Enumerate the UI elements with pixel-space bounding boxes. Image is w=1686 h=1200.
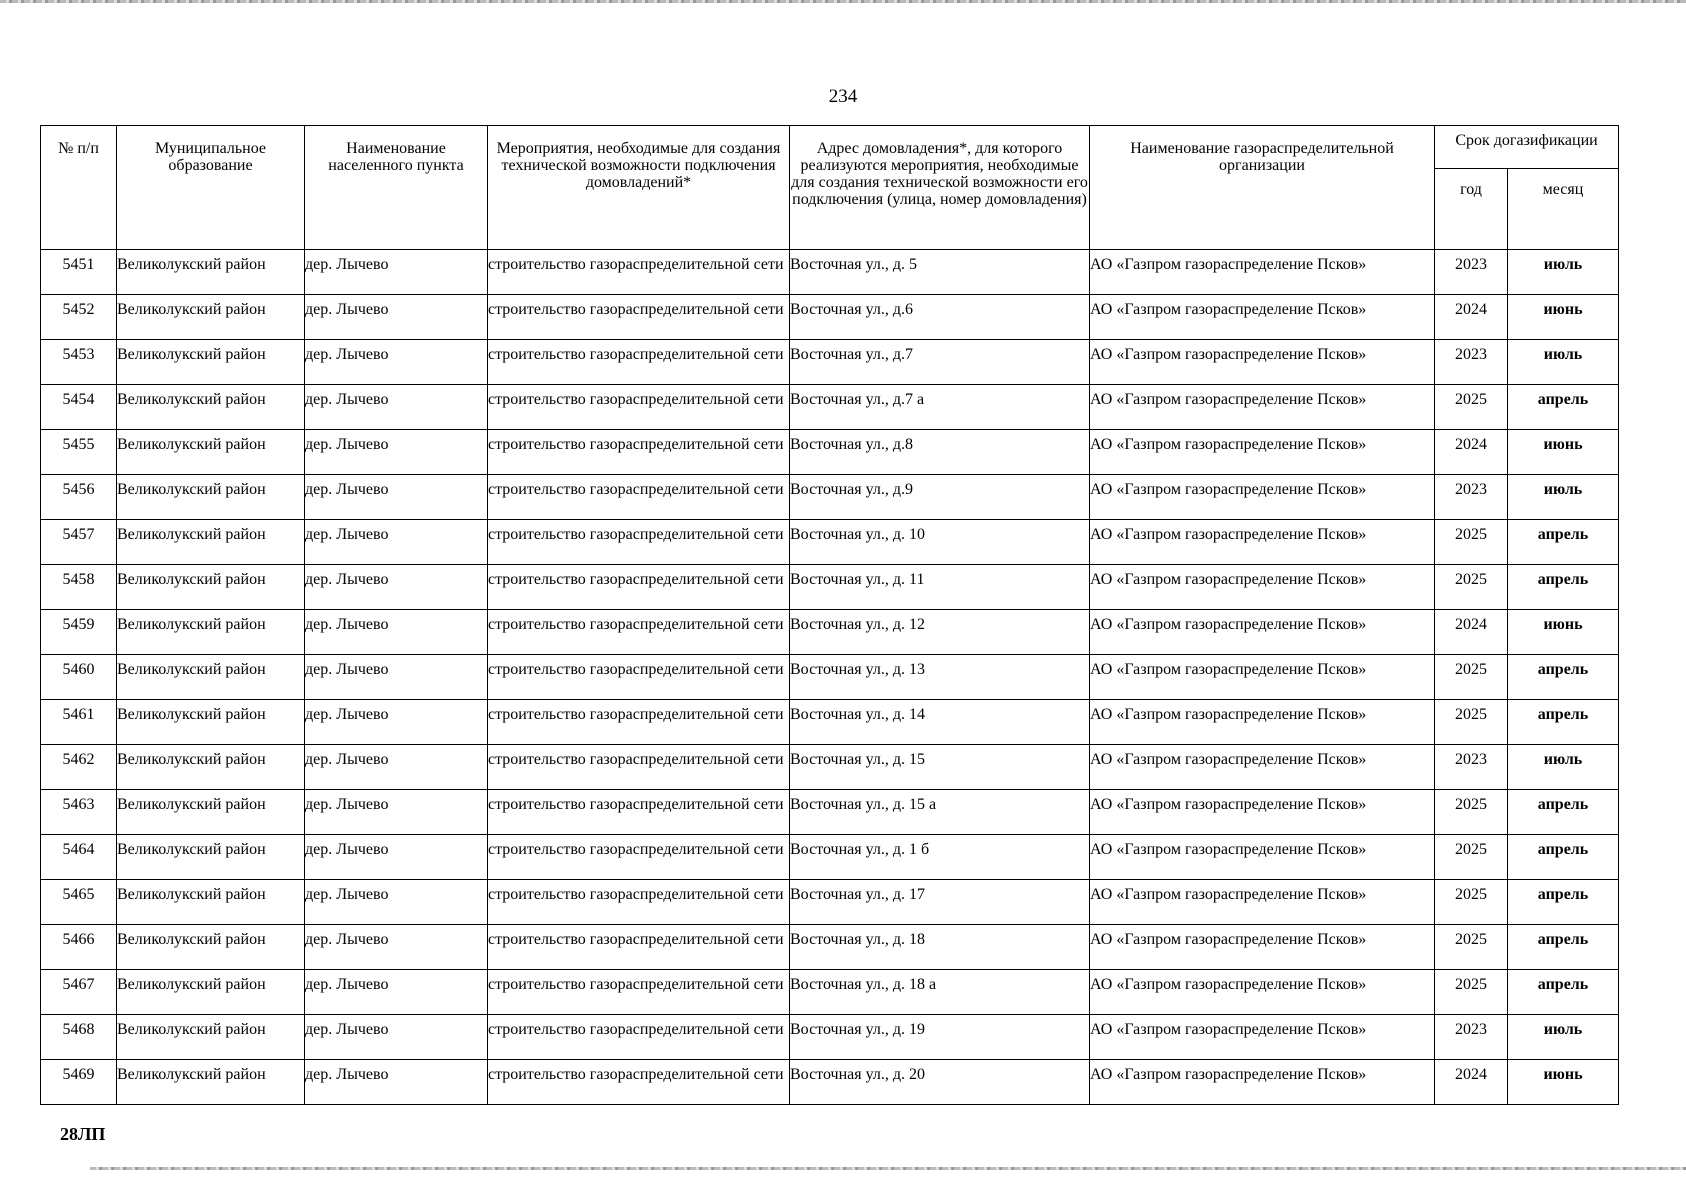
cell-municipality: Великолукский район — [117, 1015, 305, 1060]
cell-municipality: Великолукский район — [117, 385, 305, 430]
cell-settlement: дер. Лычево — [305, 475, 488, 520]
cell-num: 5469 — [41, 1060, 117, 1105]
gasification-table — [40, 125, 1619, 1105]
cell-num: 5452 — [41, 295, 117, 340]
cell-address: Восточная ул., д. 14 — [790, 700, 1090, 745]
cell-year: 2024 — [1435, 610, 1508, 655]
cell-settlement: дер. Лычево — [305, 295, 488, 340]
cell-organization: АО «Газпром газораспределение Псков» — [1090, 1060, 1435, 1105]
cell-municipality: Великолукский район — [117, 745, 305, 790]
cell-measure: строительство газораспределительной сети — [488, 1060, 790, 1105]
cell-month: июль — [1508, 250, 1619, 295]
cell-month: апрель — [1508, 565, 1619, 610]
cell-address: Восточная ул., д. 11 — [790, 565, 1090, 610]
cell-settlement: дер. Лычево — [305, 340, 488, 385]
table-row — [41, 1015, 1619, 1060]
cell-municipality: Великолукский район — [117, 790, 305, 835]
header-num: № п/п — [41, 126, 117, 250]
cell-organization: АО «Газпром газораспределение Псков» — [1090, 295, 1435, 340]
cell-address: Восточная ул., д. 12 — [790, 610, 1090, 655]
cell-month: апрель — [1508, 925, 1619, 970]
cell-measure: строительство газораспределительной сети — [488, 835, 790, 880]
cell-municipality: Великолукский район — [117, 250, 305, 295]
cell-settlement: дер. Лычево — [305, 1015, 488, 1060]
cell-address: Восточная ул., д. 5 — [790, 250, 1090, 295]
cell-year: 2024 — [1435, 295, 1508, 340]
cell-measure: строительство газораспределительной сети — [488, 520, 790, 565]
cell-measure: строительство газораспределительной сети — [488, 610, 790, 655]
cell-organization: АО «Газпром газораспределение Псков» — [1090, 835, 1435, 880]
table-row — [41, 430, 1619, 475]
cell-measure: строительство газораспределительной сети — [488, 475, 790, 520]
cell-num: 5468 — [41, 1015, 117, 1060]
cell-month: июль — [1508, 1015, 1619, 1060]
cell-month: июнь — [1508, 610, 1619, 655]
header-month: месяц — [1508, 169, 1619, 250]
cell-address: Восточная ул., д.9 — [790, 475, 1090, 520]
cell-organization: АО «Газпром газораспределение Псков» — [1090, 970, 1435, 1015]
table-row — [41, 565, 1619, 610]
page-number: 234 — [828, 86, 858, 107]
cell-measure: строительство газораспределительной сети — [488, 655, 790, 700]
cell-month: апрель — [1508, 385, 1619, 430]
cell-settlement: дер. Лычево — [305, 880, 488, 925]
cell-year: 2025 — [1435, 565, 1508, 610]
cell-measure: строительство газораспределительной сети — [488, 340, 790, 385]
cell-measure: строительство газораспределительной сети — [488, 250, 790, 295]
cell-municipality: Великолукский район — [117, 340, 305, 385]
table-row — [41, 520, 1619, 565]
cell-num: 5459 — [41, 610, 117, 655]
cell-address: Восточная ул., д. 18 — [790, 925, 1090, 970]
cell-address: Восточная ул., д. 1 б — [790, 835, 1090, 880]
header-year: год — [1435, 169, 1508, 250]
cell-address: Восточная ул., д. 19 — [790, 1015, 1090, 1060]
cell-organization: АО «Газпром газораспределение Псков» — [1090, 700, 1435, 745]
table-row — [41, 340, 1619, 385]
table-row — [41, 745, 1619, 790]
cell-organization: АО «Газпром газораспределение Псков» — [1090, 565, 1435, 610]
cell-year: 2024 — [1435, 1060, 1508, 1105]
cell-year: 2024 — [1435, 430, 1508, 475]
cell-settlement: дер. Лычево — [305, 565, 488, 610]
scan-edge-bottom — [90, 1167, 1686, 1170]
cell-municipality: Великолукский район — [117, 610, 305, 655]
cell-measure: строительство газораспределительной сети — [488, 565, 790, 610]
cell-organization: АО «Газпром газораспределение Псков» — [1090, 1015, 1435, 1060]
table-row — [41, 700, 1619, 745]
cell-settlement: дер. Лычево — [305, 655, 488, 700]
cell-num: 5456 — [41, 475, 117, 520]
cell-municipality: Великолукский район — [117, 565, 305, 610]
cell-address: Восточная ул., д. 15 — [790, 745, 1090, 790]
cell-measure: строительство газораспределительной сети — [488, 880, 790, 925]
cell-municipality: Великолукский район — [117, 655, 305, 700]
cell-address: Восточная ул., д. 10 — [790, 520, 1090, 565]
cell-address: Восточная ул., д. 13 — [790, 655, 1090, 700]
cell-municipality: Великолукский район — [117, 430, 305, 475]
cell-measure: строительство газораспределительной сети — [488, 295, 790, 340]
cell-address: Восточная ул., д. 20 — [790, 1060, 1090, 1105]
cell-month: апрель — [1508, 880, 1619, 925]
cell-year: 2025 — [1435, 880, 1508, 925]
header-deadline: Срок догазификации — [1435, 126, 1619, 169]
cell-year: 2023 — [1435, 1015, 1508, 1060]
table-row — [41, 790, 1619, 835]
cell-measure: строительство газораспределительной сети — [488, 745, 790, 790]
header-address: Адрес домовладения*, для которого реализуются мероприятия, необходимые для создания технической возможности его подключения (улица, номер домовладения) — [790, 126, 1090, 250]
cell-organization: АО «Газпром газораспределение Псков» — [1090, 475, 1435, 520]
cell-organization: АО «Газпром газораспределение Псков» — [1090, 790, 1435, 835]
cell-num: 5464 — [41, 835, 117, 880]
table-row — [41, 250, 1619, 295]
footer-code: 28ЛП — [60, 1124, 106, 1144]
table-row — [41, 835, 1619, 880]
cell-month: апрель — [1508, 700, 1619, 745]
scan-edge-top — [0, 0, 1686, 3]
cell-year: 2025 — [1435, 655, 1508, 700]
cell-settlement: дер. Лычево — [305, 250, 488, 295]
cell-organization: АО «Газпром газораспределение Псков» — [1090, 745, 1435, 790]
cell-measure: строительство газораспределительной сети — [488, 970, 790, 1015]
cell-municipality: Великолукский район — [117, 970, 305, 1015]
cell-settlement: дер. Лычево — [305, 925, 488, 970]
cell-num: 5462 — [41, 745, 117, 790]
cell-municipality: Великолукский район — [117, 925, 305, 970]
cell-municipality: Великолукский район — [117, 295, 305, 340]
cell-num: 5466 — [41, 925, 117, 970]
cell-organization: АО «Газпром газораспределение Псков» — [1090, 520, 1435, 565]
cell-organization: АО «Газпром газораспределение Псков» — [1090, 385, 1435, 430]
cell-month: июль — [1508, 475, 1619, 520]
cell-year: 2025 — [1435, 790, 1508, 835]
cell-year: 2025 — [1435, 970, 1508, 1015]
cell-organization: АО «Газпром газораспределение Псков» — [1090, 340, 1435, 385]
table-row — [41, 475, 1619, 520]
cell-num: 5467 — [41, 970, 117, 1015]
table-row — [41, 970, 1619, 1015]
cell-year: 2023 — [1435, 745, 1508, 790]
cell-month: апрель — [1508, 655, 1619, 700]
cell-address: Восточная ул., д.7 а — [790, 385, 1090, 430]
cell-measure: строительство газораспределительной сети — [488, 700, 790, 745]
header-municipality: Муниципальное образование — [117, 126, 305, 250]
cell-municipality: Великолукский район — [117, 1060, 305, 1105]
cell-measure: строительство газораспределительной сети — [488, 430, 790, 475]
cell-num: 5458 — [41, 565, 117, 610]
cell-num: 5451 — [41, 250, 117, 295]
table-row — [41, 610, 1619, 655]
cell-year: 2023 — [1435, 475, 1508, 520]
cell-settlement: дер. Лычево — [305, 1060, 488, 1105]
table-row — [41, 1060, 1619, 1105]
cell-month: июнь — [1508, 1060, 1619, 1105]
cell-year: 2025 — [1435, 925, 1508, 970]
cell-address: Восточная ул., д.6 — [790, 295, 1090, 340]
cell-measure: строительство газораспределительной сети — [488, 790, 790, 835]
cell-num: 5454 — [41, 385, 117, 430]
cell-settlement: дер. Лычево — [305, 835, 488, 880]
cell-year: 2023 — [1435, 340, 1508, 385]
cell-organization: АО «Газпром газораспределение Псков» — [1090, 610, 1435, 655]
cell-municipality: Великолукский район — [117, 520, 305, 565]
cell-month: июнь — [1508, 430, 1619, 475]
cell-year: 2025 — [1435, 835, 1508, 880]
cell-organization: АО «Газпром газораспределение Псков» — [1090, 880, 1435, 925]
cell-address: Восточная ул., д. 15 а — [790, 790, 1090, 835]
cell-measure: строительство газораспределительной сети — [488, 1015, 790, 1060]
cell-settlement: дер. Лычево — [305, 610, 488, 655]
cell-address: Восточная ул., д.8 — [790, 430, 1090, 475]
cell-year: 2023 — [1435, 250, 1508, 295]
cell-organization: АО «Газпром газораспределение Псков» — [1090, 925, 1435, 970]
cell-municipality: Великолукский район — [117, 700, 305, 745]
cell-settlement: дер. Лычево — [305, 430, 488, 475]
header-organization: Наименование газораспределительной организации — [1090, 126, 1435, 250]
cell-organization: АО «Газпром газораспределение Псков» — [1090, 430, 1435, 475]
cell-municipality: Великолукский район — [117, 475, 305, 520]
cell-settlement: дер. Лычево — [305, 520, 488, 565]
cell-num: 5465 — [41, 880, 117, 925]
table-row — [41, 655, 1619, 700]
cell-month: апрель — [1508, 520, 1619, 565]
table-body — [41, 250, 1619, 1105]
cell-organization: АО «Газпром газораспределение Псков» — [1090, 250, 1435, 295]
cell-month: июль — [1508, 745, 1619, 790]
cell-settlement: дер. Лычево — [305, 745, 488, 790]
cell-settlement: дер. Лычево — [305, 700, 488, 745]
cell-measure: строительство газораспределительной сети — [488, 925, 790, 970]
cell-num: 5455 — [41, 430, 117, 475]
cell-year: 2025 — [1435, 700, 1508, 745]
cell-measure: строительство газораспределительной сети — [488, 385, 790, 430]
cell-settlement: дер. Лычево — [305, 385, 488, 430]
cell-address: Восточная ул., д. 17 — [790, 880, 1090, 925]
cell-municipality: Великолукский район — [117, 880, 305, 925]
table-row — [41, 295, 1619, 340]
cell-month: апрель — [1508, 970, 1619, 1015]
cell-municipality: Великолукский район — [117, 835, 305, 880]
header-measures: Мероприятия, необходимые для создания технической возможности подключения домовладений* — [488, 126, 790, 250]
cell-address: Восточная ул., д. 18 а — [790, 970, 1090, 1015]
cell-num: 5463 — [41, 790, 117, 835]
cell-num: 5457 — [41, 520, 117, 565]
table-row — [41, 385, 1619, 430]
cell-month: апрель — [1508, 835, 1619, 880]
table-row — [41, 925, 1619, 970]
cell-year: 2025 — [1435, 385, 1508, 430]
cell-settlement: дер. Лычево — [305, 790, 488, 835]
cell-address: Восточная ул., д.7 — [790, 340, 1090, 385]
table-row — [41, 880, 1619, 925]
cell-month: июль — [1508, 340, 1619, 385]
cell-organization: АО «Газпром газораспределение Псков» — [1090, 655, 1435, 700]
cell-year: 2025 — [1435, 520, 1508, 565]
cell-num: 5460 — [41, 655, 117, 700]
cell-num: 5453 — [41, 340, 117, 385]
header-settlement: Наименование населенного пункта — [305, 126, 488, 250]
cell-month: июнь — [1508, 295, 1619, 340]
cell-settlement: дер. Лычево — [305, 970, 488, 1015]
cell-num: 5461 — [41, 700, 117, 745]
cell-month: апрель — [1508, 790, 1619, 835]
